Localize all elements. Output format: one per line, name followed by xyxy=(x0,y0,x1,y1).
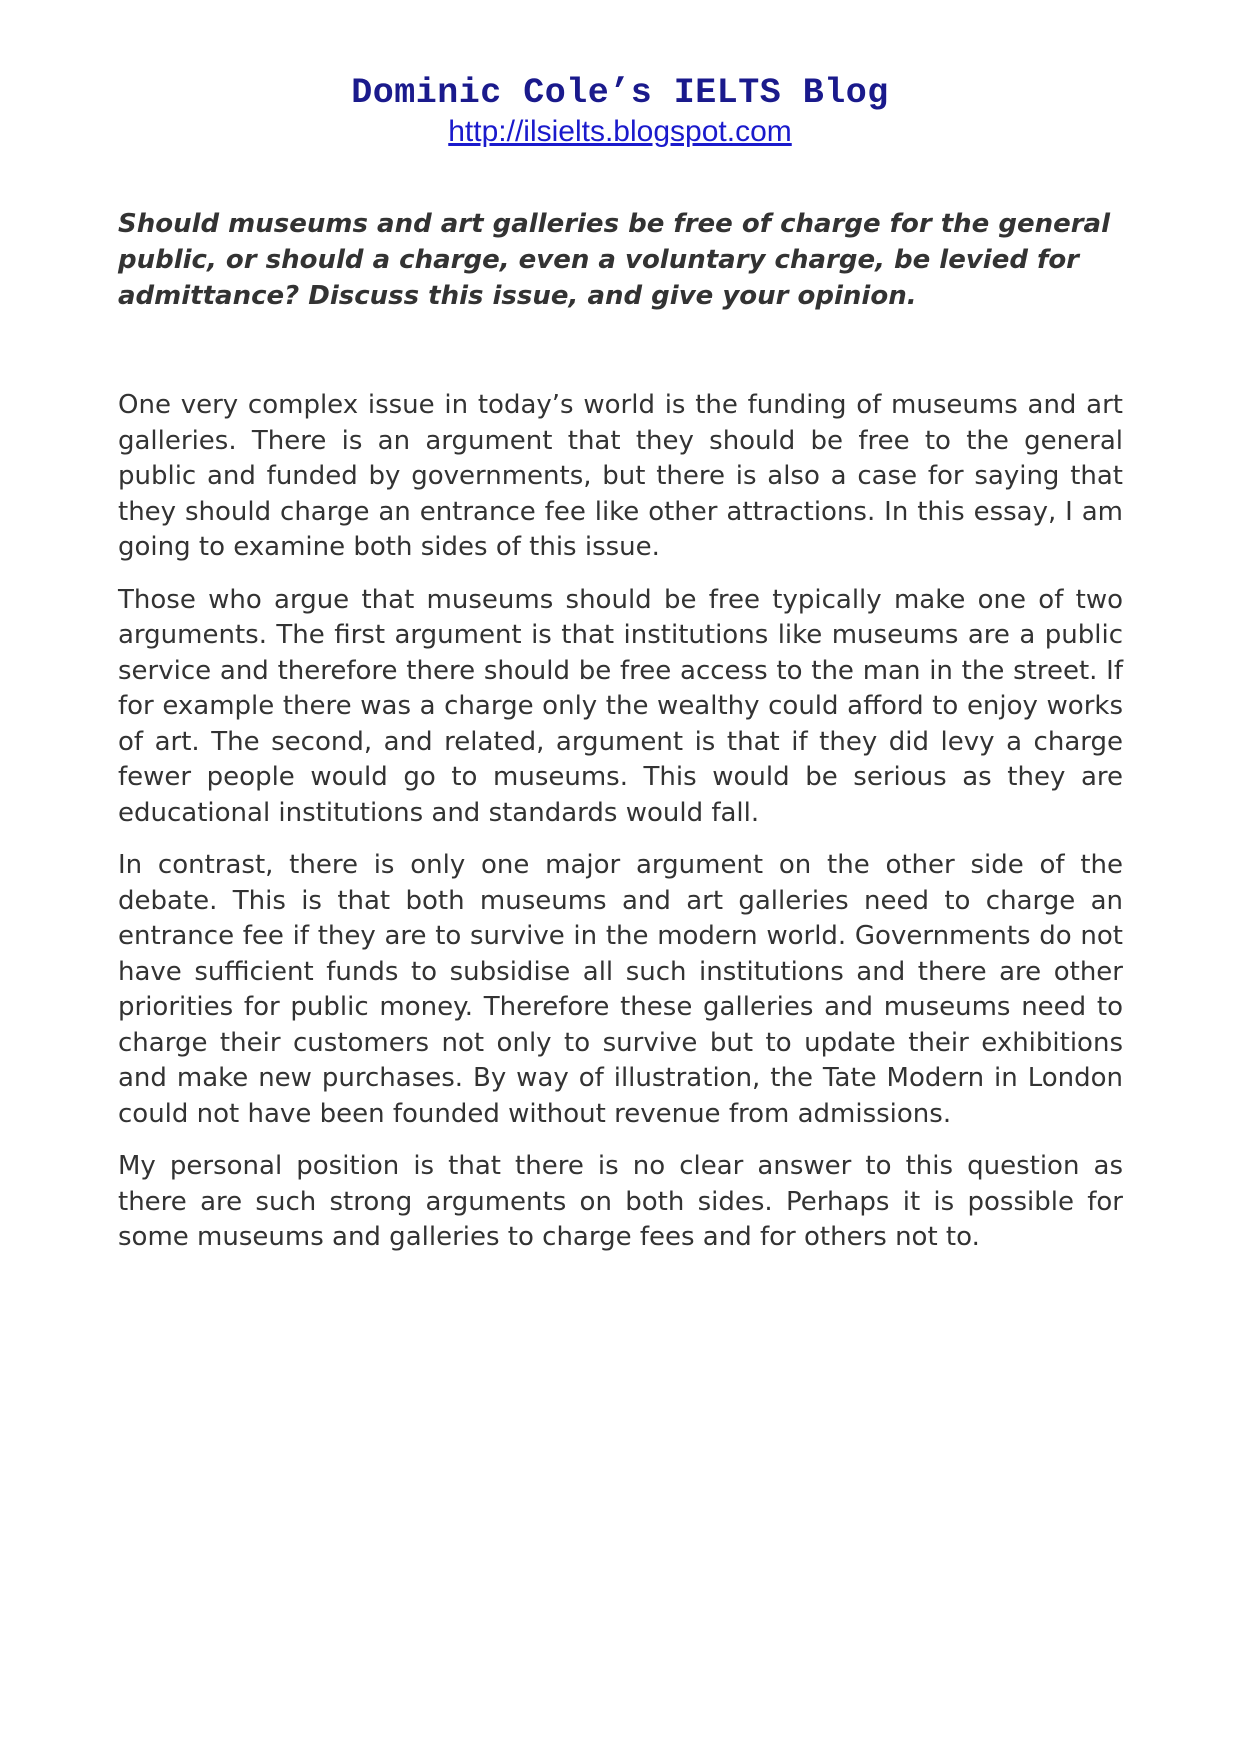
essay-paragraph-3: In contrast, there is only one major argument on the other side of the debate. This is that both museums and art galleries need to charge an entrance fee if they are to survive in the modern world. Governments do not have sufficient funds to subsidise all such institutions and there are other priorities for public money. Therefore these galleries and museums need to charge their customers not only to survive but to update their exhibitions and make new purchases. By way of illustration, the Tate Modern in London could not have been founded without revenue from admissions. xyxy=(118,850,1123,1129)
essay-paragraph-2: Those who argue that museums should be free typically make one of two arguments. The first argument is that institutions like museums are a public service and therefore there should be free access to the man in the street. If for example there was a charge only the wealthy could afford to enjoy works of art. The second, and related, argument is that if they did levy a charge fewer people would go to museums. This would be serious as they are educational institutions and standards would fall. xyxy=(118,584,1123,828)
blog-title: Dominic Cole’s IELTS Blog xyxy=(351,73,889,113)
essay-paragraph-4: My personal position is that there is no clear answer to this question as there are such strong arguments on both sides. Perhaps it is possible for some museums and galleries to charge fees and for others not to. xyxy=(118,1151,1123,1252)
essay-paragraph-1: One very complex issue in today’s world is the funding of museums and art galleries. There is an argument that they should be free to the general public and funded by governments, but there is also a case for saying that they should charge an entrance fee like other attractions. In this essay, I am going to examine both sides of this issue. xyxy=(118,390,1123,562)
page-header xyxy=(0,72,1240,150)
blog-url-link[interactable]: http://ilsielts.blogspot.com xyxy=(448,115,792,148)
essay-content xyxy=(118,206,1123,1273)
essay-question: Should museums and art galleries be free of charge for the general public, or should a charge, even a voluntary charge, be levied for admittance? Discuss this issue, and give your opinion. xyxy=(118,209,1110,311)
